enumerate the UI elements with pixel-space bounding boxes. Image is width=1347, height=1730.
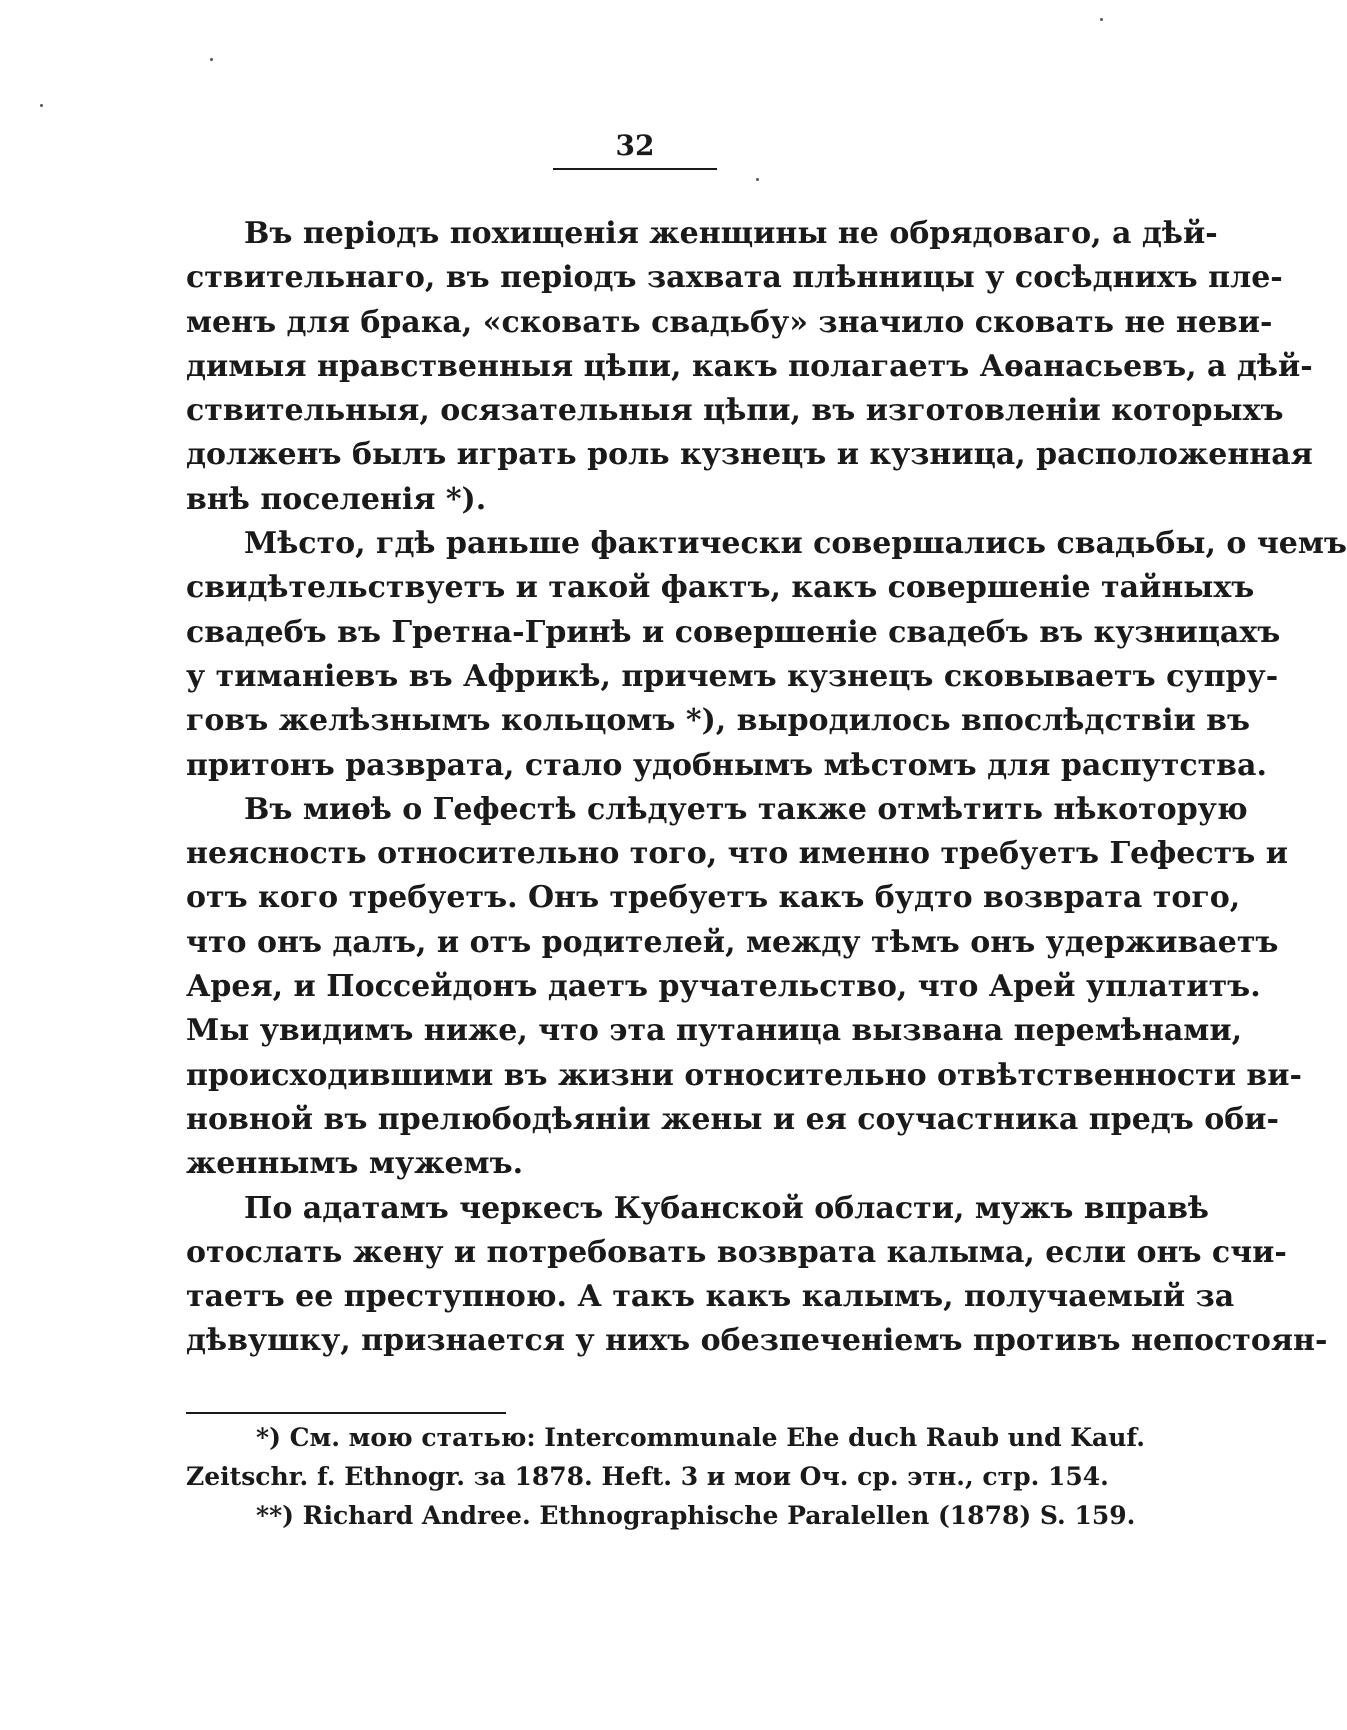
paragraph (186, 522, 1347, 788)
footnote-line: **) Richard Andree. Ethnographische Paralellen (1878) S. 159. (256, 1501, 1136, 1530)
text-line: Въ миѳѣ о Гефестѣ слѣдуетъ также отмѣтить нѣкоторую (244, 791, 1248, 827)
scan-speck (40, 104, 43, 107)
text-line: Въ періодъ похищенія женщины не обрядоваго, а дѣй- (244, 216, 1218, 251)
footnotes (186, 1418, 1145, 1535)
text-line: говъ желѣзнымъ кольцомъ *), выродилось впослѣдствіи въ (186, 703, 1251, 739)
text-line: менъ для брака, «сковать свадьбу» значило сковать не неви- (186, 304, 1273, 340)
paragraph (186, 212, 1313, 522)
scan-speck (756, 178, 759, 181)
paragraph (186, 788, 1302, 1187)
text-line: свадебъ въ Гретна-Гринѣ и совершеніе свадебъ въ кузницахъ (186, 614, 1281, 650)
text-line: Мѣсто, гдѣ раньше фактически совершались свадьбы, о чемъ (244, 526, 1347, 562)
text-line: новной въ прелюбодѣяніи жены и ея соучастника предъ оби- (186, 1101, 1279, 1137)
text-line: димыя нравственныя цѣпи, какъ полагаетъ Аѳанасьевъ, а дѣй- (186, 348, 1313, 384)
text-line: ствительнаго, въ періодъ захвата плѣнницы у сосѣднихъ пле- (186, 260, 1283, 296)
text-line: По адатамъ черкесъ Кубанской области, мужъ вправѣ (244, 1190, 1210, 1226)
page-number-rule (553, 168, 717, 170)
text-line: отослать жену и потребовать возврата калыма, если онъ счи- (186, 1234, 1287, 1270)
footnote-rule (186, 1412, 506, 1414)
text-line: женнымъ мужемъ. (186, 1146, 524, 1182)
text-line: долженъ былъ играть роль кузнецъ и кузница, расположенная (186, 437, 1313, 473)
scan-speck (210, 58, 213, 61)
text-line: притонъ разврата, стало удобнымъ мѣстомъ для распутства. (186, 747, 1267, 783)
text-line: происходившими въ жизни относительно отвѣтственности ви- (186, 1057, 1302, 1093)
text-line: Арея, и Поссейдонъ даетъ ручательство, что Арей уплатитъ. (186, 969, 1261, 1005)
text-line: неясность относительно того, что именно требуетъ Гефестъ и (186, 836, 1288, 872)
text-line: ствительныя, осязательныя цѣпи, въ изготовленіи которыхъ (186, 393, 1284, 429)
text-line: что онъ далъ, и отъ родителей, между тѣмъ онъ удерживаетъ (186, 924, 1279, 960)
text-line: отъ кого требуетъ. Онъ требуетъ какъ будто возврата того, (186, 880, 1241, 916)
text-line: внѣ поселенія *). (186, 481, 487, 517)
paragraph (186, 1187, 1328, 1364)
text-line: свидѣтельствуетъ и такой фактъ, какъ совершеніе тайныхъ (186, 570, 1255, 606)
text-line: у тиманіевъ въ Африкѣ, причемъ кузнецъ сковываетъ супру- (186, 658, 1279, 694)
text-line: таетъ ее преступною. А такъ какъ калымъ, получаемый за (186, 1279, 1235, 1315)
text-line: дѣвушку, признается у нихъ обезпеченіемъ противъ непостоян- (186, 1323, 1328, 1359)
footnote-line: Zeitschr. f. Ethnogr. за 1878. Heft. 3 и мои Оч. ср. этн., стр. 154. (186, 1462, 1109, 1491)
text-line: Мы увидимъ ниже, что эта путаница вызвана перемѣнами, (186, 1013, 1243, 1049)
footnote-line: *) См. мою статью: Intercommunale Ehe duch Raub und Kauf. (256, 1423, 1145, 1452)
scan-speck (1100, 18, 1103, 21)
body-text (186, 212, 1347, 1364)
page-number: 32 (615, 129, 655, 162)
